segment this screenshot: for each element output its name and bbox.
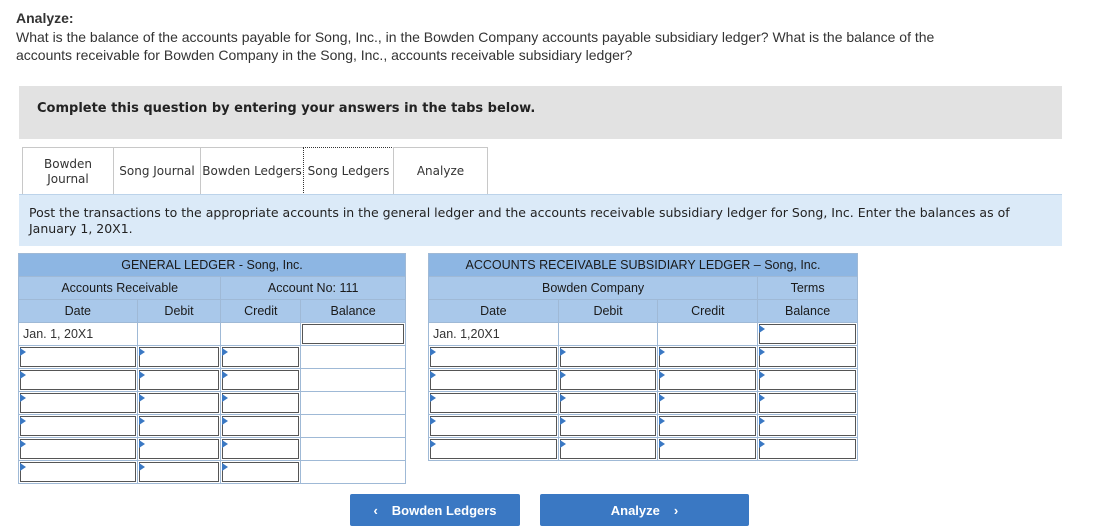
tab-analyze[interactable]: Analyze <box>393 147 488 195</box>
ar-date-input[interactable] <box>430 416 557 436</box>
ar-credit-input[interactable] <box>659 439 756 459</box>
gl-debit-input[interactable] <box>139 462 220 482</box>
instruction-text: Post the transactions to the appropriate accounts in the general ledger and the accounts receivable subsidiary ledger for Song, Inc. Enter the balances as of January 1, 20X1. <box>29 205 1010 236</box>
gl-date-input[interactable] <box>20 370 136 390</box>
gl-debit-input[interactable] <box>139 393 220 413</box>
instructions-banner <box>19 86 1062 139</box>
tab-bowden-ledgers[interactable]: Bowden Ledgers <box>200 147 304 195</box>
ar-date-input[interactable] <box>430 393 557 413</box>
gl-credit-input[interactable] <box>222 416 299 436</box>
col-balance: Balance <box>758 300 858 323</box>
chevron-left-icon: ‹ <box>373 502 378 518</box>
next-analyze-button[interactable] <box>540 494 749 526</box>
col-balance: Balance <box>301 300 406 323</box>
gl-debit-input[interactable] <box>139 347 220 367</box>
tab-bar <box>22 147 487 195</box>
gl-first-date: Jan. 1, 20X1 <box>19 323 138 346</box>
gl-date-input[interactable] <box>20 416 136 436</box>
tab-song-journal[interactable]: Song Journal <box>113 147 201 195</box>
ar-date-input[interactable] <box>430 439 557 459</box>
ar-debit-input[interactable] <box>560 416 657 436</box>
general-ledger-table <box>18 253 406 484</box>
gl-date-input[interactable] <box>20 393 136 413</box>
general-ledger-title: GENERAL LEDGER - Song, Inc. <box>19 254 406 277</box>
instruction-box <box>19 195 1062 246</box>
analyze-heading: Analyze: <box>16 10 74 26</box>
ar-debit-input[interactable] <box>560 347 657 367</box>
ar-balance-input[interactable] <box>759 324 856 344</box>
analyze-question: What is the balance of the accounts payable for Song, Inc., in the Bowden Company accounts payable subsidiary ledger? What is the balance of the accounts receivable for Bowden Company in the Song, Inc., accounts receivable subsidiary ledger? <box>16 29 935 63</box>
chevron-right-icon: › <box>673 502 679 518</box>
col-date: Date <box>19 300 138 323</box>
col-credit: Credit <box>658 300 758 323</box>
gl-debit-input[interactable] <box>139 416 220 436</box>
ar-date-input[interactable] <box>430 347 557 367</box>
ar-balance-input[interactable] <box>759 370 856 390</box>
next-button-label: Analyze <box>610 502 660 518</box>
tab-song-ledgers[interactable]: Song Ledgers <box>303 147 394 195</box>
ar-balance-input[interactable] <box>759 347 856 367</box>
gl-credit-input[interactable] <box>222 370 299 390</box>
gl-credit-input[interactable] <box>222 462 299 482</box>
prev-bowden-ledgers-button[interactable] <box>350 494 520 526</box>
ar-balance-input[interactable] <box>759 393 856 413</box>
gl-date-input[interactable] <box>20 439 136 459</box>
ar-ledger-title: ACCOUNTS RECEIVABLE SUBSIDIARY LEDGER – Song, Inc. <box>429 254 858 277</box>
gl-debit-input[interactable] <box>139 439 220 459</box>
gl-date-input[interactable] <box>20 347 136 367</box>
ar-credit-input[interactable] <box>659 416 756 436</box>
ar-terms: Terms <box>758 277 858 300</box>
ar-credit-input[interactable] <box>659 393 756 413</box>
gl-cell <box>221 323 301 346</box>
account-number: Account No: 111 <box>221 277 406 300</box>
account-name: Accounts Receivable <box>19 277 221 300</box>
gl-credit-input[interactable] <box>222 393 299 413</box>
complete-text: Complete this question by entering your answers in the tabs below. <box>37 101 536 116</box>
ar-debit-input[interactable] <box>560 370 657 390</box>
gl-balance-input-cell <box>301 323 406 346</box>
ar-debit-input[interactable] <box>560 439 657 459</box>
tab-bowden-journal[interactable]: Bowden Journal <box>22 147 114 195</box>
col-debit: Debit <box>558 300 658 323</box>
ar-subsidiary-ledger-table <box>428 253 858 461</box>
ar-date-input[interactable] <box>430 370 557 390</box>
col-date: Date <box>429 300 559 323</box>
ar-debit-input[interactable] <box>560 393 657 413</box>
prev-button-label: Bowden Ledgers <box>391 502 497 518</box>
gl-cell <box>137 323 221 346</box>
gl-credit-input[interactable] <box>222 439 299 459</box>
ar-customer-name: Bowden Company <box>429 277 758 300</box>
ar-credit-input[interactable] <box>659 347 756 367</box>
gl-balance-input[interactable] <box>302 324 404 344</box>
ar-balance-input[interactable] <box>759 439 856 459</box>
gl-credit-input[interactable] <box>222 347 299 367</box>
ar-credit-input[interactable] <box>659 370 756 390</box>
gl-date-input[interactable] <box>20 462 136 482</box>
gl-debit-input[interactable] <box>139 370 220 390</box>
col-debit: Debit <box>137 300 221 323</box>
ar-first-date: Jan. 1,20X1 <box>429 323 559 346</box>
col-credit: Credit <box>221 300 301 323</box>
ar-balance-input[interactable] <box>759 416 856 436</box>
